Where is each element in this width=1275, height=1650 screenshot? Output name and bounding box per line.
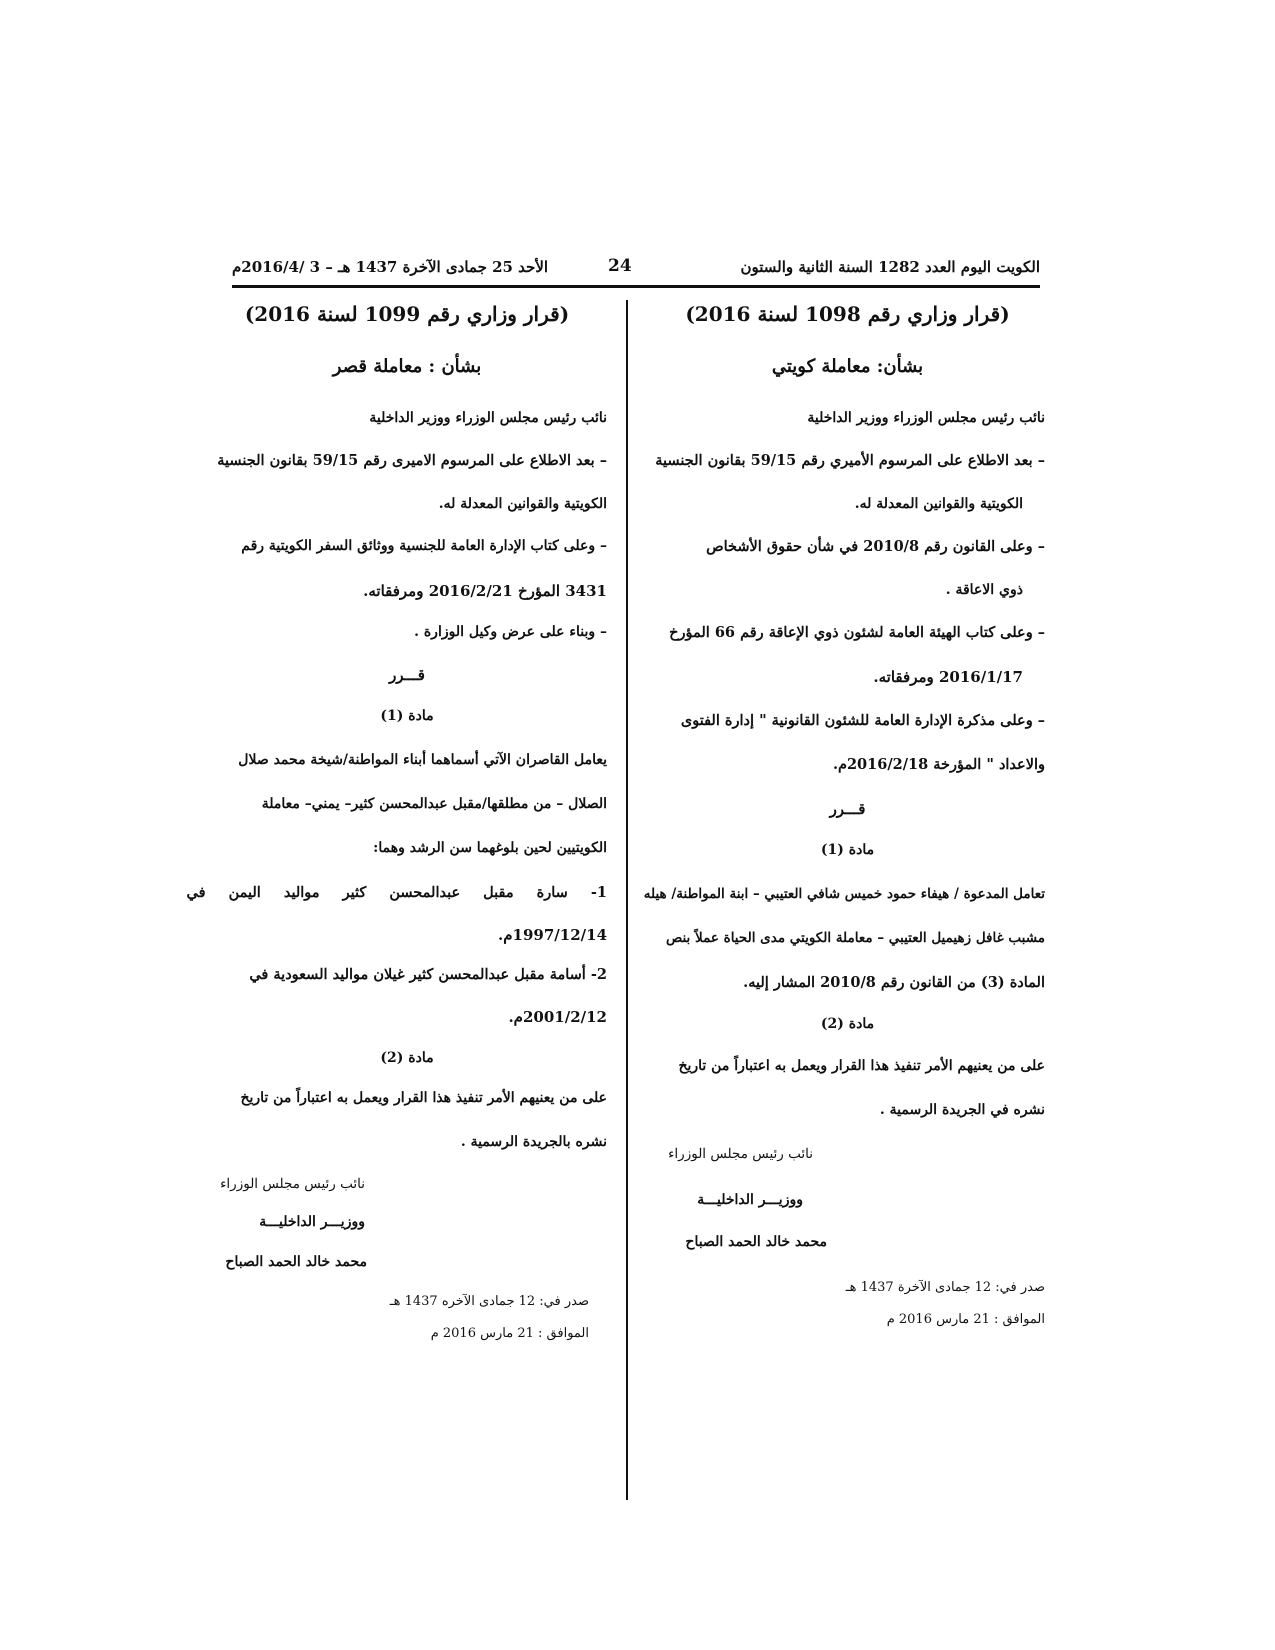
signatory-name: محمد خالد الحمد الصباح (685, 1234, 827, 1250)
article-1-heading: مادة (1) (380, 708, 434, 724)
article-1-line: المادة (3) من القانون رقم 2010/8 المشار إليه. (743, 974, 1045, 991)
preamble-line: ذوي الاعاقة . (945, 582, 1023, 598)
article-1-line: مشبب غافل زهيميل العتيبي – معاملة الكويتي مدى الحياة عملاً بنص (665, 930, 1045, 946)
page-number: 24 (608, 256, 632, 276)
article-1-line: 2001/2/12م. (508, 1008, 607, 1026)
article-1-line: تعامل المدعوة / هيفاء حمود خميس شافي العتيبي – ابنة المواطنة/ هيله (643, 886, 1045, 902)
article-1-line: 1- سارة مقبل عبدالمحسن كثير مواليد اليمن في (186, 884, 607, 901)
preamble-line: الكويتية والقوانين المعدلة له. (438, 496, 607, 512)
decision-heading: قـــرر (389, 666, 425, 684)
article-1-line: الصلال – من مطلقها/مقبل عبدالمحسن كثير– يمني– معاملة (261, 796, 607, 812)
article-1-line: الكويتيين لحين بلوغهما سن الرشد وهما: (373, 840, 607, 856)
article-2-line: على من يعنيهم الأمر تنفيذ هذا القرار ويعمل به اعتباراً من تاريخ (678, 1058, 1045, 1074)
corresponding-date: الموافق : 21 مارس 2016 م (430, 1326, 589, 1341)
decision-heading: قـــرر (829, 800, 866, 818)
signature-title-line: نائب رئيس مجلس الوزراء (668, 1146, 813, 1162)
header-date: الأحد 25 جمادى الآخرة 1437 هـ – 3 /2016/4م (232, 258, 549, 276)
preamble-line: – بعد الاطلاع على المرسوم الأميري رقم 59/15 بقانون الجنسية (655, 452, 1045, 469)
preamble-line: – وعلى القانون رقم 2010/8 في شأن حقوق الأشخاص (706, 538, 1045, 555)
article-2-heading: مادة (2) (820, 1016, 875, 1032)
preamble-line: – بعد الاطلاع على المرسوم الاميرى رقم 59/15 بقانون الجنسية (217, 452, 607, 469)
preamble-line: 3431 المؤرخ 2016/2/21 ومرفقاته. (363, 582, 607, 600)
issue-date: صدر في: 12 جمادى الآخرة 1437 هـ (845, 1280, 1045, 1295)
issuing-authority: نائب رئيس مجلس الوزراء ووزير الداخلية (807, 410, 1045, 426)
signature-title-line: نائب رئيس مجلس الوزراء (220, 1176, 365, 1192)
preamble-line: الكويتية والقوانين المعدلة له. (854, 496, 1023, 512)
article-1-line: 2- أسامة مقبل عبدالمحسن كثير غيلان مواليد السعودية في (249, 966, 607, 983)
issuing-authority: نائب رئيس مجلس الوزراء ووزير الداخلية (369, 410, 607, 426)
header-issue-info: الكويت اليوم العدد 1282 السنة الثانية والستون (740, 258, 1040, 276)
article-2-line: على من يعنيهم الأمر تنفيذ هذا القرار ويعمل به اعتباراً من تاريخ (240, 1090, 607, 1106)
header-rule (232, 285, 1040, 288)
page-header (232, 258, 1040, 280)
article-1-heading: مادة (1) (820, 842, 875, 858)
preamble-line: – وعلى كتاب الهيئة العامة لشئون ذوي الإعاقة رقم 66 المؤرخ (669, 624, 1045, 641)
article-2-line: نشره في الجريدة الرسمية . (879, 1102, 1045, 1118)
corresponding-date: الموافق : 21 مارس 2016 م (886, 1312, 1045, 1327)
article-2-heading: مادة (2) (380, 1050, 434, 1066)
preamble-line: – وعلى مذكرة الإدارة العامة للشئون القانونية " إدارة الفتوى (680, 712, 1045, 729)
decision-subject: بشأن : معاملة قصر (332, 356, 482, 377)
preamble-line: والاعداد " المؤرخة 2016/2/18م. (832, 756, 1045, 773)
signature-title-line: ووزيـــر الداخليـــة (259, 1214, 365, 1230)
decision-title: (قرار وزاري رقم 1099 لسنة 2016) (244, 302, 570, 326)
decision-title: (قرار وزاري رقم 1098 لسنة 2016) (685, 302, 1010, 326)
issue-date: صدر في: 12 جمادى الآخره 1437 هـ (389, 1294, 589, 1309)
signatory-name: محمد خالد الحمد الصباح (225, 1254, 367, 1270)
preamble-line: – وعلى كتاب الإدارة العامة للجنسية ووثائق السفر الكويتية رقم (241, 538, 607, 554)
preamble-line: 2016/1/17 ومرفقاته. (873, 668, 1023, 686)
article-1-line: يعامل القاصران الآتي أسماهما أبناء المواطنة/شيخة محمد صلال (238, 752, 607, 768)
article-1-line: 1997/12/14م. (498, 926, 607, 944)
decision-subject: بشأن: معاملة كويتي (771, 356, 924, 377)
preamble-line: – وبناء على عرض وكيل الوزارة . (414, 624, 607, 640)
article-2-line: نشره بالجريدة الرسمية . (460, 1134, 607, 1150)
signature-title-line: ووزيـــر الداخليـــة (697, 1192, 803, 1208)
column-divider (626, 300, 628, 1500)
